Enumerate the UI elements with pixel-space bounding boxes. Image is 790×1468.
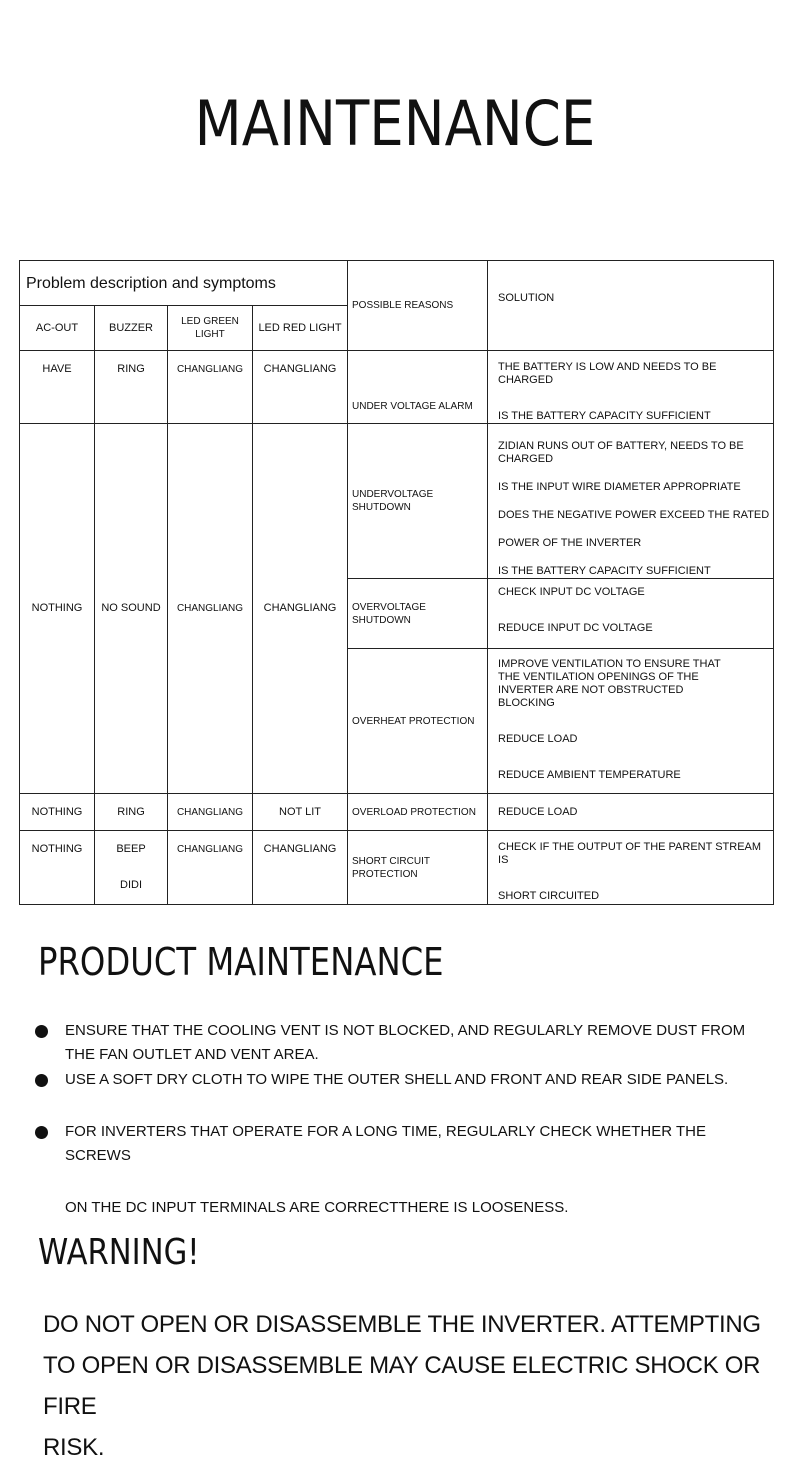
cell-ac-out: NOTHING [20, 831, 95, 905]
cell-solution [488, 649, 774, 794]
solution-line: THE BATTERY IS LOW AND NEEDS TO BE CHARGED [498, 361, 717, 386]
cell-solution [488, 579, 774, 649]
solution-line: REDUCE LOAD [498, 805, 578, 818]
cell-solution [488, 794, 774, 831]
solution-line: IS THE BATTERY CAPACITY SUFFICIENT [498, 410, 711, 422]
cell-led-red: NOT LIT [253, 794, 348, 831]
header-led-green: LED GREEN LIGHT [168, 306, 253, 351]
bullet-text [65, 1068, 765, 1092]
cell-ac-out: NOTHING [20, 794, 95, 831]
bullet-line: USE A SOFT DRY CLOTH TO WIPE THE OUTER SHELL AND FRONT AND REAR SIDE PANELS. [65, 1071, 729, 1088]
cell-ac-out: HAVE [20, 351, 95, 424]
cell-buzzer [95, 831, 168, 905]
cell-led-green: CHANGLIANG [168, 351, 253, 424]
page-title: MAINTENANCE [194, 87, 596, 160]
cell-reason: SHORT CIRCUIT PROTECTION [348, 831, 488, 905]
solution-line: IS THE INPUT WIRE DIAMETER APPROPRIATE [498, 481, 741, 493]
bullet-item [35, 1120, 765, 1216]
warning-text [43, 1304, 763, 1468]
solution-line: CHECK IF THE OUTPUT OF THE PARENT STREAM IS [498, 841, 762, 866]
cell-led-green: CHANGLIANG [168, 424, 253, 794]
header-buzzer: BUZZER [95, 306, 168, 351]
warning-line: RISK. [43, 1434, 105, 1461]
buzzer-line: BEEP [116, 843, 146, 855]
troubleshooting-table [19, 260, 774, 905]
cell-reason: UNDERVOLTAGE SHUTDOWN [348, 424, 488, 579]
solution-line: IS THE BATTERY CAPACITY SUFFICIENT [498, 565, 711, 577]
bullet-text [65, 1019, 765, 1067]
cell-led-red: CHANGLIANG [253, 424, 348, 794]
header-ac-out: AC-OUT [20, 306, 95, 351]
cell-led-red: CHANGLIANG [253, 831, 348, 905]
bullet-icon [35, 1074, 48, 1087]
solution-line: SHORT CIRCUITED [498, 890, 600, 902]
header-led-red: LED RED LIGHT [253, 306, 348, 351]
cell-ac-out: NOTHING [20, 424, 95, 794]
solution-line: REDUCE INPUT DC VOLTAGE [498, 622, 653, 634]
cell-buzzer: NO SOUND [95, 424, 168, 794]
warning-line: DO NOT OPEN OR DISASSEMBLE THE INVERTER. ATTEMPTING [43, 1311, 761, 1338]
solution-line: CHECK INPUT DC VOLTAGE [498, 586, 645, 598]
solution-line: IMPROVE VENTILATION TO ENSURE THAT THE VENTILATION OPENINGS OF THE INVERTER ARE NOT OBSTRUCTED BLOCKING [498, 658, 721, 709]
buzzer-line: DIDI [120, 879, 142, 891]
cell-reason: OVERHEAT PROTECTION [348, 649, 488, 794]
bullet-icon [35, 1126, 48, 1139]
cell-led-green: CHANGLIANG [168, 794, 253, 831]
cell-solution [488, 424, 774, 579]
cell-solution [488, 831, 774, 905]
bullet-icon [35, 1025, 48, 1038]
bullet-text [65, 1120, 765, 1220]
cell-reason: OVERVOLTAGE SHUTDOWN [348, 579, 488, 649]
bullet-line: THE FAN OUTLET AND VENT AREA. [65, 1046, 319, 1063]
cell-led-red: CHANGLIANG [253, 351, 348, 424]
solution-line: POWER OF THE INVERTER [498, 537, 642, 549]
bullet-item [35, 1068, 765, 1094]
solution-line: ZIDIAN RUNS OUT OF BATTERY, NEEDS TO BE CHARGED [498, 440, 744, 465]
cell-buzzer: RING [95, 794, 168, 831]
cell-reason: OVERLOAD PROTECTION [348, 794, 488, 831]
product-maintenance-title: PRODUCT MAINTENANCE [38, 940, 444, 984]
cell-reason: UNDER VOLTAGE ALARM [348, 351, 488, 424]
cell-led-green: CHANGLIANG [168, 831, 253, 905]
cell-buzzer: RING [95, 351, 168, 424]
cell-solution [488, 351, 774, 424]
header-possible-reasons: POSSIBLE REASONS [348, 261, 488, 351]
header-symptoms: Problem description and symptoms [20, 261, 348, 306]
bullet-line: ENSURE THAT THE COOLING VENT IS NOT BLOCKED, AND REGULARLY REMOVE DUST FROM [65, 1022, 746, 1039]
bullet-line: FOR INVERTERS THAT OPERATE FOR A LONG TIME, REGULARLY CHECK WHETHER THE SCREWS [65, 1123, 706, 1164]
warning-line: TO OPEN OR DISASSEMBLE MAY CAUSE ELECTRIC SHOCK OR FIRE [43, 1352, 761, 1420]
bullet-line: ON THE DC INPUT TERMINALS ARE CORRECTTHERE IS LOOSENESS. [65, 1199, 569, 1216]
warning-title: WARNING! [38, 1232, 200, 1273]
header-solution: SOLUTION [488, 261, 774, 351]
solution-line: DOES THE NEGATIVE POWER EXCEED THE RATED [498, 509, 770, 521]
solution-line: REDUCE LOAD [498, 733, 578, 745]
solution-line: REDUCE AMBIENT TEMPERATURE [498, 769, 681, 781]
bullet-item [35, 1019, 765, 1069]
